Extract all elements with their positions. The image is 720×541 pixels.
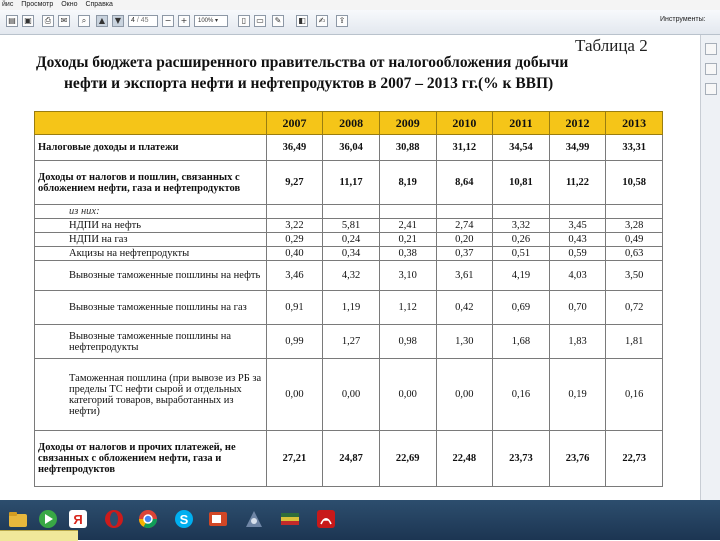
opera-icon[interactable] xyxy=(100,505,128,533)
flag-icon[interactable] xyxy=(276,505,304,533)
cell-value: 0,43 xyxy=(549,233,606,247)
table-label: Таблица 2 xyxy=(575,36,648,55)
svg-text:S: S xyxy=(179,512,189,527)
table-row xyxy=(35,261,663,291)
table-row xyxy=(35,219,663,233)
cell-value: 3,46 xyxy=(266,261,323,291)
menu-bar xyxy=(0,0,720,10)
cell-value: 3,22 xyxy=(266,219,323,233)
cell-value: 0,51 xyxy=(493,247,550,261)
page-number-field[interactable]: 4 / 45 xyxy=(128,15,158,27)
year-2008: 2008 xyxy=(323,112,380,135)
table-row xyxy=(35,359,663,431)
cell-value: 0,38 xyxy=(379,247,436,261)
cell-value: 3,10 xyxy=(379,261,436,291)
row-label: НДПИ на газ xyxy=(35,233,267,247)
menu-item-window[interactable]: Окно xyxy=(61,1,78,8)
year-2012: 2012 xyxy=(549,112,606,135)
cell-value: 31,12 xyxy=(436,135,493,161)
header-empty-cell xyxy=(35,112,267,135)
cell-value: 0,00 xyxy=(436,359,493,431)
year-2013: 2013 xyxy=(606,112,663,135)
save-icon[interactable]: ▣ xyxy=(22,15,34,27)
cell-value: 2,41 xyxy=(379,219,436,233)
row-label: Таможенная пошлина (при вывозе из РБ за пределы ТС нефти сырой и отдельных категорий товаров, выработанных из нефти) xyxy=(35,359,267,431)
row-label: Акцизы на нефтепродукты xyxy=(35,247,267,261)
cell-value: 3,61 xyxy=(436,261,493,291)
row-label: Вывозные таможенные пошлины на газ xyxy=(35,291,267,325)
cell-value: 4,32 xyxy=(323,261,380,291)
email-icon[interactable]: ✉ xyxy=(58,15,70,27)
cell-value: 1,83 xyxy=(549,325,606,359)
cell-value: 0,69 xyxy=(493,291,550,325)
cell-value: 0,49 xyxy=(606,233,663,247)
comment-icon[interactable]: ✎ xyxy=(272,15,284,27)
cell-value: 36,04 xyxy=(323,135,380,161)
sign-icon[interactable]: ✍ xyxy=(316,15,328,27)
cell-value: 0,16 xyxy=(493,359,550,431)
cell-value: 0,34 xyxy=(323,247,380,261)
previous-page-icon[interactable]: ▲ xyxy=(96,15,108,27)
row-label: из них: xyxy=(35,205,267,219)
start-button[interactable] xyxy=(0,530,78,541)
cell-value: 0,00 xyxy=(323,359,380,431)
zoom-out-icon[interactable]: − xyxy=(162,15,174,27)
app-icon[interactable] xyxy=(240,505,268,533)
cell-value: 24,87 xyxy=(323,431,380,487)
row-label: НДПИ на нефть xyxy=(35,219,267,233)
fit-page-icon[interactable]: ▯ xyxy=(238,15,250,27)
cell-value: 23,76 xyxy=(549,431,606,487)
skype-icon[interactable] xyxy=(170,505,198,533)
year-2010: 2010 xyxy=(436,112,493,135)
cell-value: 8,64 xyxy=(436,161,493,205)
document-title xyxy=(36,52,676,94)
share-icon[interactable]: ⇪ xyxy=(336,15,348,27)
cell-value: 3,28 xyxy=(606,219,663,233)
cell-value: 33,31 xyxy=(606,135,663,161)
cell-value: 30,88 xyxy=(379,135,436,161)
cell-value xyxy=(379,205,436,219)
table-row xyxy=(35,161,663,205)
cell-value: 5,81 xyxy=(323,219,380,233)
cell-value: 34,99 xyxy=(549,135,606,161)
cell-value: 22,48 xyxy=(436,431,493,487)
cell-value: 0,00 xyxy=(266,359,323,431)
cell-value: 0,72 xyxy=(606,291,663,325)
cell-value xyxy=(606,205,663,219)
cell-value: 0,70 xyxy=(549,291,606,325)
cell-value: 11,22 xyxy=(549,161,606,205)
title-line-1: Доходы бюджета расширенного правительства от налогообложения добычи xyxy=(36,54,569,71)
cell-value: 0,29 xyxy=(266,233,323,247)
cell-value: 10,81 xyxy=(493,161,550,205)
cell-value: 0,20 xyxy=(436,233,493,247)
chrome-icon[interactable] xyxy=(134,505,162,533)
row-label: Вывозные таможенные пошлины на нефть xyxy=(35,261,267,291)
cell-value: 0,24 xyxy=(323,233,380,247)
cell-value: 8,19 xyxy=(379,161,436,205)
cell-value: 3,50 xyxy=(606,261,663,291)
cell-value: 36,49 xyxy=(266,135,323,161)
cell-value: 0,16 xyxy=(606,359,663,431)
scroll-down-icon[interactable] xyxy=(705,83,717,95)
cell-value: 2,74 xyxy=(436,219,493,233)
table-header-row xyxy=(35,112,663,135)
taskbar xyxy=(0,500,720,540)
table-row xyxy=(35,291,663,325)
markup-icon[interactable]: ◧ xyxy=(296,15,308,27)
cell-value xyxy=(323,205,380,219)
row-label: Вывозные таможенные пошлины на нефтепродукты xyxy=(35,325,267,359)
acrobat-icon[interactable] xyxy=(312,505,340,533)
row-label: Налоговые доходы и платежи xyxy=(35,135,267,161)
fit-width-icon[interactable]: ▭ xyxy=(254,15,266,27)
cell-value: 0,19 xyxy=(549,359,606,431)
cell-value: 34,54 xyxy=(493,135,550,161)
zoom-in-icon[interactable]: + xyxy=(178,15,190,27)
menu-item-help[interactable]: Справка xyxy=(85,1,113,8)
cell-value: 0,00 xyxy=(379,359,436,431)
cell-value: 9,27 xyxy=(266,161,323,205)
cell-value: 3,32 xyxy=(493,219,550,233)
menu-item-file[interactable]: йис xyxy=(2,1,14,8)
explorer-icon[interactable] xyxy=(4,505,32,533)
cell-value: 0,99 xyxy=(266,325,323,359)
cell-value: 11,17 xyxy=(323,161,380,205)
tools-button[interactable]: Инструменты: xyxy=(660,16,706,23)
scroll-handle[interactable] xyxy=(705,63,717,75)
vertical-scrollbar[interactable] xyxy=(700,35,720,500)
table-row xyxy=(35,431,663,487)
cell-value: 0,21 xyxy=(379,233,436,247)
cell-value: 22,69 xyxy=(379,431,436,487)
open-icon[interactable]: ▤ xyxy=(6,15,18,27)
cell-value: 0,42 xyxy=(436,291,493,325)
table-row xyxy=(35,135,663,161)
cell-value: 0,91 xyxy=(266,291,323,325)
table-row xyxy=(35,205,663,219)
next-page-icon[interactable]: ▼ xyxy=(112,15,124,27)
cell-value xyxy=(549,205,606,219)
revenue-table xyxy=(34,111,663,487)
yandex-browser-icon[interactable] xyxy=(64,505,92,533)
cell-value xyxy=(436,205,493,219)
cell-value: 1,81 xyxy=(606,325,663,359)
cell-value: 22,73 xyxy=(606,431,663,487)
table-row xyxy=(35,247,663,261)
cell-value: 1,19 xyxy=(323,291,380,325)
cell-value xyxy=(493,205,550,219)
menu-item-view[interactable]: Просмотр xyxy=(21,1,54,8)
year-2007: 2007 xyxy=(266,112,323,135)
cell-value: 0,59 xyxy=(549,247,606,261)
cell-value: 1,30 xyxy=(436,325,493,359)
cell-value: 27,21 xyxy=(266,431,323,487)
cell-value: 1,12 xyxy=(379,291,436,325)
year-2009: 2009 xyxy=(379,112,436,135)
cell-value: 10,58 xyxy=(606,161,663,205)
cell-value: 0,63 xyxy=(606,247,663,261)
media-player-icon[interactable] xyxy=(34,505,62,533)
svg-text:Я: Я xyxy=(73,512,83,527)
cell-value: 1,27 xyxy=(323,325,380,359)
cell-value: 0,37 xyxy=(436,247,493,261)
cell-value: 23,73 xyxy=(493,431,550,487)
cell-value: 4,03 xyxy=(549,261,606,291)
scroll-up-icon[interactable] xyxy=(705,43,717,55)
cell-value: 0,40 xyxy=(266,247,323,261)
table-row xyxy=(35,325,663,359)
cell-value: 4,19 xyxy=(493,261,550,291)
print-icon[interactable]: ⎙ xyxy=(42,15,54,27)
row-label: Доходы от налогов и прочих платежей, не связанных с обложением нефти, газа и нефтепродуктов xyxy=(35,431,267,487)
cell-value: 3,45 xyxy=(549,219,606,233)
zoom-select[interactable]: 100% ▾ xyxy=(194,15,228,27)
cell-value: 1,68 xyxy=(493,325,550,359)
table-row xyxy=(35,233,663,247)
cell-value: 0,98 xyxy=(379,325,436,359)
toolbar xyxy=(0,10,720,35)
row-label: Доходы от налогов и пошлин, связанных с обложением нефти, газа и нефтепродуктов xyxy=(35,161,267,205)
find-icon[interactable]: ⌕ xyxy=(78,15,90,27)
title-line-2: нефти и экспорта нефти и нефтепродуктов в 2007 – 2013 гг.(% к ВВП) xyxy=(64,75,554,92)
cell-value xyxy=(266,205,323,219)
year-2011: 2011 xyxy=(493,112,550,135)
powerpoint-icon[interactable] xyxy=(204,505,232,533)
cell-value: 0,26 xyxy=(493,233,550,247)
